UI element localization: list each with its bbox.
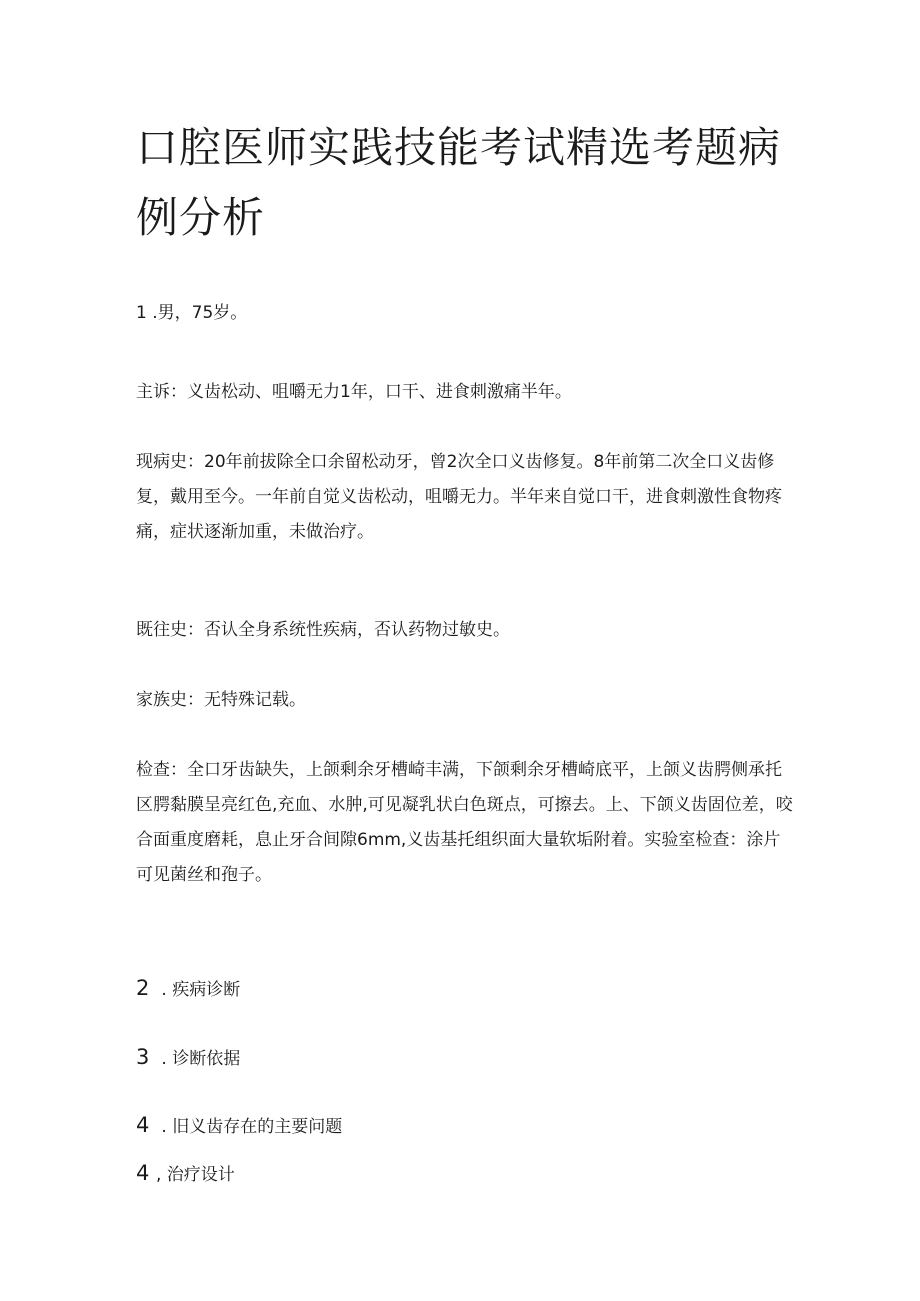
question-item: [136, 1110, 796, 1142]
question-number: 2: [136, 976, 150, 1000]
case-intro: 1 .男，75岁。: [136, 303, 248, 323]
family-history: 家族史：无特殊记载。: [136, 690, 306, 710]
question-item: [136, 1158, 796, 1190]
question-number: 4: [136, 1161, 150, 1185]
present-history: 现病史：20年前拔除全口余留松动牙，曾2次全口义齿修复。8年前第二次全口义齿修复，戴用至今。一年前自觉义齿松动，咀嚼无力。半年来自觉口干，进食刺激性食物疼痛，症状逐渐加重，未做治疗。: [136, 452, 782, 542]
question-text: . 旧义齿存在的主要问题: [156, 1117, 343, 1137]
question-text: , 治疗设计: [156, 1165, 235, 1185]
document-title: 口腔医师实践技能考试精选考题病例分析: [136, 123, 782, 242]
past-history: 既往史：否认全身系统性疾病，否认药物过敏史。: [136, 620, 510, 640]
question-number: 3: [136, 1045, 150, 1069]
chief-complaint: 主诉：义齿松动、咀嚼无力1年，口干、进食刺激痛半年。: [136, 382, 572, 402]
question-number: 4: [136, 1113, 150, 1137]
question-item: [136, 973, 796, 1005]
question-item: [136, 1042, 796, 1074]
examination: 检查：全口牙齿缺失，上颌剩余牙槽崎丰满，下颌剩余牙槽崎底平，上颌义齿腭侧承托区腭黏膜呈亮红色,充血、水肿,可见凝乳状白色斑点，可擦去。上、下颌义齿固位差，咬合面重度磨耗，息止牙合间隙6mm,义齿基托组织面大量软垢附着。实验室检查：涂片可见菌丝和孢子。: [136, 760, 793, 885]
question-text: . 疾病诊断: [156, 980, 241, 1000]
question-text: . 诊断依据: [156, 1049, 241, 1069]
